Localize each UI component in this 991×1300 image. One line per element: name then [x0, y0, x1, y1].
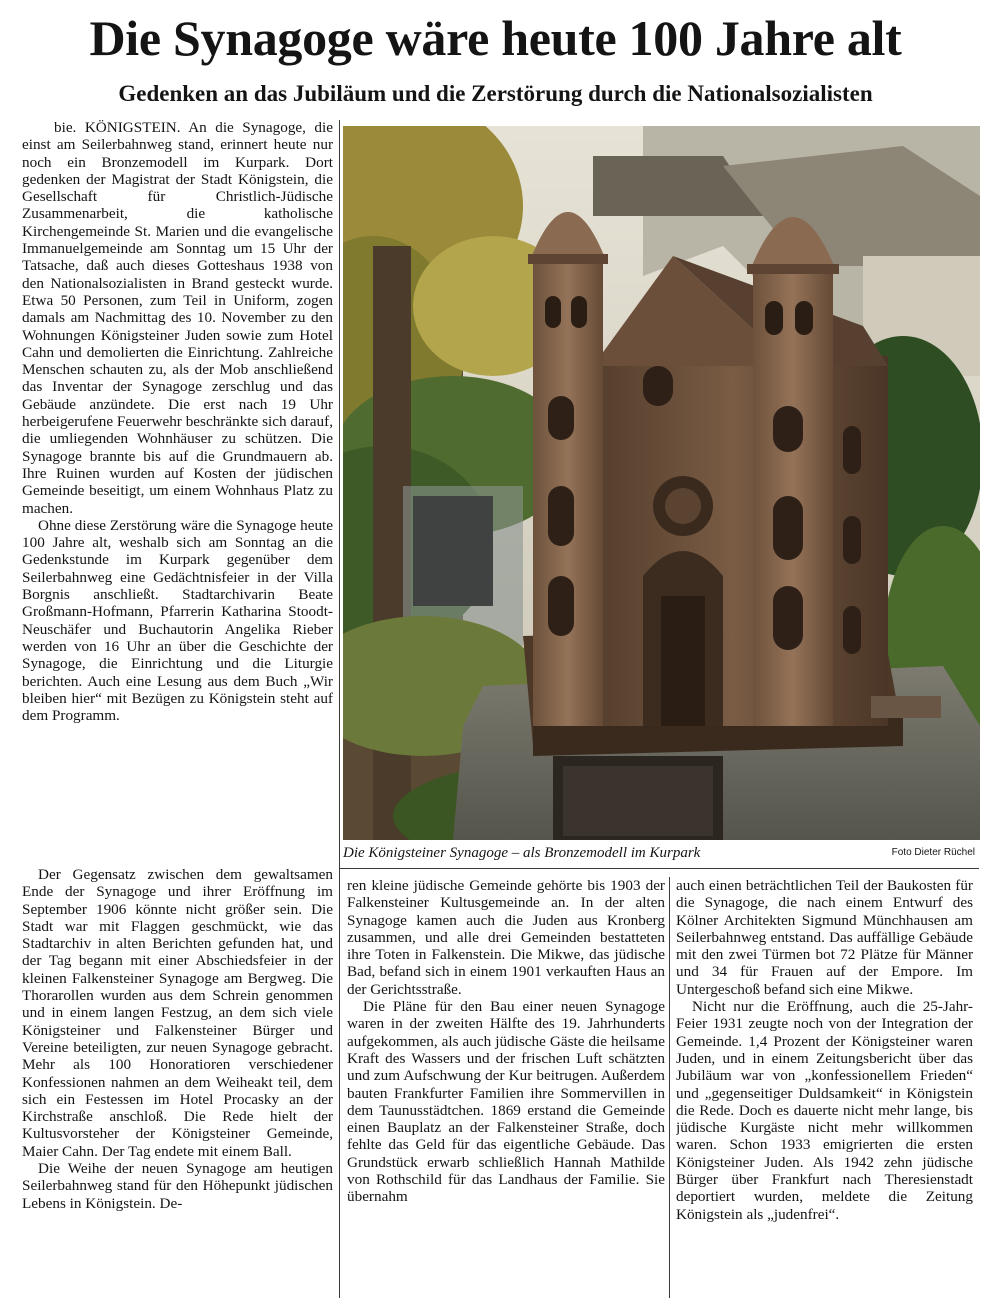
column-divider — [339, 120, 340, 1298]
article-photo — [343, 126, 980, 840]
paragraph-3: Der Gegensatz zwischen dem gewaltsamen Ende der Synagoge und ihrer Eröffnung im September 1906 könnte nicht größer sein. Die Stadt war mit Flaggen geschmückt, wie das Stadtarchiv in alten Berichten gefunden hat, und der Tag begann mit einer Abschiedsfeier in der kleinen Falkensteiner Synagoge am Bergweg. Die Thorarollen wurden aus dem Schrein genommen und in einem langen Festzug, an dem sich viele Königsteiner und Falkensteiner Bürger und Vereine beteiligten, zur neuen Synagoge gebracht. Mehr als 100 Honoratioren verschiedener Konfessionen nahmen an dem Weiheakt teil, dem sich ein Festessen im Hotel Procasky an der Kirchstraße anschloß. Die Rede hielt der Kultusvorsteher der Königsteiner Gemeinde, Maier Cahn. Der Tag endete mit einem Ball. — [22, 866, 333, 1160]
paragraph-8: Nicht nur die Eröffnung, auch die 25-Jahr-Feier 1931 zeugte noch von der Integration der Gemeinde. 1,4 Prozent der Königsteiner waren Juden, und in einem Zeitungsbericht über das Jubiläum war von „konfessionellem Frieden“ und „gegenseitiger Duldsamkeit“ in Königstein die Rede. Doch es dauerte nicht mehr lange, bis jüdische Kurgäste nicht mehr willkommen waren. Schon 1933 emigrierten die ersten Königsteiner Juden. Als 1942 zehn jüdische Bürger über Frankfurt nach Theresienstadt deportiert wurden, meldete die Zeitung Königstein als „judenfrei“. — [676, 998, 973, 1223]
article-column-3 — [676, 877, 973, 1298]
paragraph-5: ren kleine jüdische Gemeinde gehörte bis 1903 der Falkensteiner Kultusgemeinde an. In der alten Synagoge kamen auch die Juden aus Kronberg zusammen, und alle drei Gemeinden bestatteten ihre Toten in Falkenstein. Die Mikwe, das jüdische Bad, befand sich in einem 1901 verkauften Haus an der Gerichtsstraße. — [347, 877, 665, 998]
paragraph-1: bie. KÖNIGSTEIN. An die Synagoge, die einst am Seilerbahnweg stand, erinnert heute nur noch ein Bronzemodell im Kurpark. Dort gedenken der Magistrat der Stadt Königstein, die Gesellschaft für Christlich-Jüdische Zusammenarbeit, die katholische Kirchengemeinde St. Marien und die evangelische Immanuelgemeinde am Sonntag um 15 Uhr der Tatsache, daß auch dieses Gotteshaus 1938 von den Nationalsozialisten in Brand gesteckt wurde. Etwa 50 Personen, zum Teil in Uniform, zogen damals am Nachmittag des 10. November zu den Wohnungen Königsteiner Juden sowie zum Hotel Cahn und demolierten die Einrichtung. Zahlreiche Menschen schauten zu, als der Mob anschließend das Inventar der Synagoge zerschlug und das Gebäude anzündete. Die erst nach 19 Uhr herbeigerufene Feuerwehr beschränkte sich darauf, die umliegenden Wohnhäuser zu schützen. Die Synagoge brannte bis auf die Grundmauern ab. Ihre Ruinen wurden auf Kosten der jüdischen Gemeinde beseitigt, um einem Wohnhaus Platz zu machen. — [22, 119, 333, 517]
paragraph-7: auch einen beträchtlichen Teil der Baukosten für die Synagoge, die nach einem Entwurf des Kölner Architekten Sigmund Münchhausen am Seilerbahnweg entstand. Das auffällige Gebäude mit den zwei Türmen bot 72 Plätze für Männer und 34 für Frauen auf der Empore. Im Untergeschoß befand sich eine Mikwe. — [676, 877, 973, 998]
paragraph-2: Ohne diese Zerstörung wäre die Synagoge heute 100 Jahre alt, weshalb sich am Sonntag an die Gedenkstunde im Kurpark gegenüber dem Seilerbahnweg eine Gedächtnisfeier in der Villa Borgnis anschließt. Stadtarchivarin Beate Großmann-Hofmann, Pfarrerin Katharina Stoodt-Neuschäfer und Buchautorin Angelika Rieber werden von 16 Uhr an über die Geschichte der Synagoge, die Einrichtung und die Liturgie berichten. Auch eine Lesung aus dem Buch „Wir bleiben hier“ mit Bezügen zu Königstein steht auf dem Programm. — [22, 516, 333, 725]
paragraph-6: Die Pläne für den Bau einer neuen Synagoge waren in der zweiten Hälfte des 19. Jahrhunderts aufgekommen, als auch jüdische Gäste die heilsame Kraft des Wassers und der frischen Luft schätzten und zum Aufschwung der Kur beitrugen. Außerdem bauten Frankfurter Familien ihre Sommervillen in dem Taunusstädtchen. 1869 erstand die Gemeinde einen Bauplatz an der Falkensteiner Straße, doch fehlte das Geld für das eigentliche Gebäude. Das Grundstück erwarb schließlich Hannah Mathilde von Rothschild für das Landhaus der Familie. Sie übernahm — [347, 998, 665, 1206]
subheadline: Gedenken an das Jubiläum und die Zerstörung durch die Nationalsozialisten — [118, 81, 873, 106]
synagogue-model-photo — [343, 126, 980, 840]
headline: Die Synagoge wäre heute 100 Jahre alt — [89, 10, 902, 66]
paragraph-4: Die Weihe der neuen Synagoge am heutigen Seilerbahnweg stand für den Höhepunkt jüdischen Lebens in Königstein. De- — [22, 1160, 333, 1212]
photo-credit: Foto Dieter Rüchel — [891, 847, 975, 858]
photo-bottom-rule — [339, 868, 979, 869]
photo-caption: Die Königsteiner Synagoge – als Bronzemodell im Kurpark — [343, 845, 701, 861]
column-divider — [669, 877, 670, 1298]
article-column-2 — [347, 877, 665, 1298]
article-column-1 — [22, 119, 333, 863]
article-column-1-lower — [22, 866, 333, 1298]
